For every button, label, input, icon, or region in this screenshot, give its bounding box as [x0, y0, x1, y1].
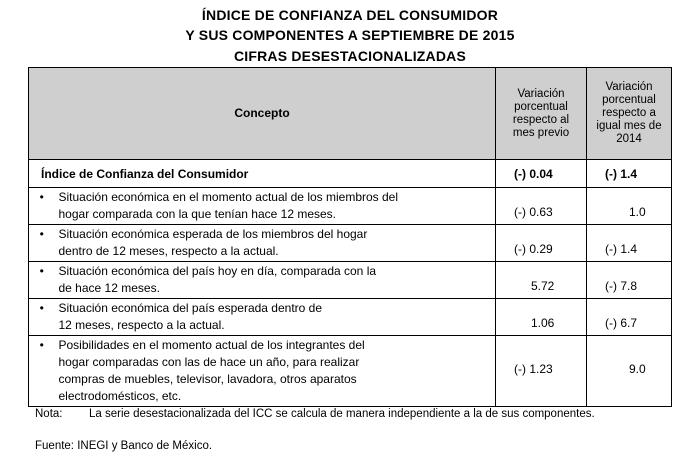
header-monthly-line: mes previo: [512, 126, 570, 139]
row-line: 12 meses, respecto a la actual.: [58, 318, 225, 332]
icc-row: [29, 160, 672, 188]
row-description: [55, 299, 496, 336]
row-annual-value: (-) 6.7: [587, 299, 672, 336]
header-annual-variation: [587, 68, 672, 160]
row-line: de hace 12 meses.: [58, 281, 160, 295]
header-monthly-line: porcentual: [514, 100, 568, 113]
row-description: [55, 336, 496, 407]
row-line: compras de muebles, televisor, lavadora, otros aparatos: [58, 372, 357, 386]
row-description: [55, 225, 496, 262]
row-monthly-value: (-) 0.29: [496, 225, 587, 262]
row-line: Posibilidades en el momento actual de los integrantes del: [58, 338, 365, 352]
row-monthly-value: (-) 0.63: [496, 188, 587, 225]
row-line: Situación económica del país hoy en día, comparada con la: [58, 264, 377, 278]
header-annual-line: respecto a: [602, 107, 656, 119]
header-monthly-variation: [496, 68, 587, 160]
row-monthly-value: 1.06: [496, 299, 587, 336]
title-line-2: Y SUS COMPONENTES A SEPTIEMBRE DE 2015: [185, 27, 515, 43]
row-description: [55, 188, 496, 225]
row-monthly-value: (-) 1.23: [496, 336, 587, 407]
bullet: •: [29, 299, 55, 336]
header-annual-line: 2014: [616, 133, 642, 145]
note-label: Nota:: [35, 408, 63, 420]
row-monthly-value: 5.72: [496, 262, 587, 299]
header-annual-line: porcentual: [602, 94, 656, 106]
header-annual-line: Variación: [605, 81, 653, 93]
bullet: •: [29, 225, 55, 262]
row-line: dentro de 12 meses, respecto a la actual.: [58, 244, 279, 258]
header-monthly-line: respecto al: [512, 113, 570, 126]
table-row: [29, 336, 672, 407]
header-concept: Concepto: [29, 68, 496, 160]
bullet: •: [29, 262, 55, 299]
bullet: •: [29, 188, 55, 225]
row-line: Situación económica en el momento actual de los miembros del: [58, 190, 399, 204]
icc-monthly-value: (-) 0.04: [496, 160, 587, 188]
bullet: •: [29, 336, 55, 407]
row-annual-value: 1.0: [587, 188, 672, 225]
row-annual-value: (-) 1.4: [587, 225, 672, 262]
icc-annual-value: (-) 1.4: [587, 160, 672, 188]
row-line: hogar comparada con la que tenían hace 12 meses.: [58, 207, 337, 221]
table-row: [29, 299, 672, 336]
row-description: [55, 262, 496, 299]
row-annual-value: (-) 7.8: [587, 262, 672, 299]
title-line-1: ÍNDICE DE CONFIANZA DEL CONSUMIDOR: [201, 7, 499, 23]
icc-label: Índice de Confianza del Consumidor: [29, 160, 496, 188]
row-annual-value: 9.0: [587, 336, 672, 407]
row-line: Situación económica esperada de los miembros del hogar: [58, 227, 368, 241]
table-row: [29, 188, 672, 225]
header-monthly-line: Variación: [517, 87, 565, 100]
row-line: Situación económica del país esperada dentro de: [58, 301, 323, 315]
table-row: [29, 262, 672, 299]
title-line-3: CIFRAS DESESTACIONALIZADAS: [233, 48, 467, 64]
note-text: La serie desestacionalizada del ICC se calcula de manera independiente a la de sus componentes.: [89, 408, 595, 420]
row-line: electrodomésticos, etc.: [58, 389, 182, 403]
header-row: [29, 68, 672, 160]
table-row: [29, 225, 672, 262]
row-line: hogar comparadas con las de hace un año, para realizar: [58, 355, 360, 369]
confidence-table: [28, 67, 672, 407]
header-annual-line: igual mes de: [596, 120, 662, 132]
source-line: Fuente: INEGI y Banco de México.: [35, 440, 213, 452]
